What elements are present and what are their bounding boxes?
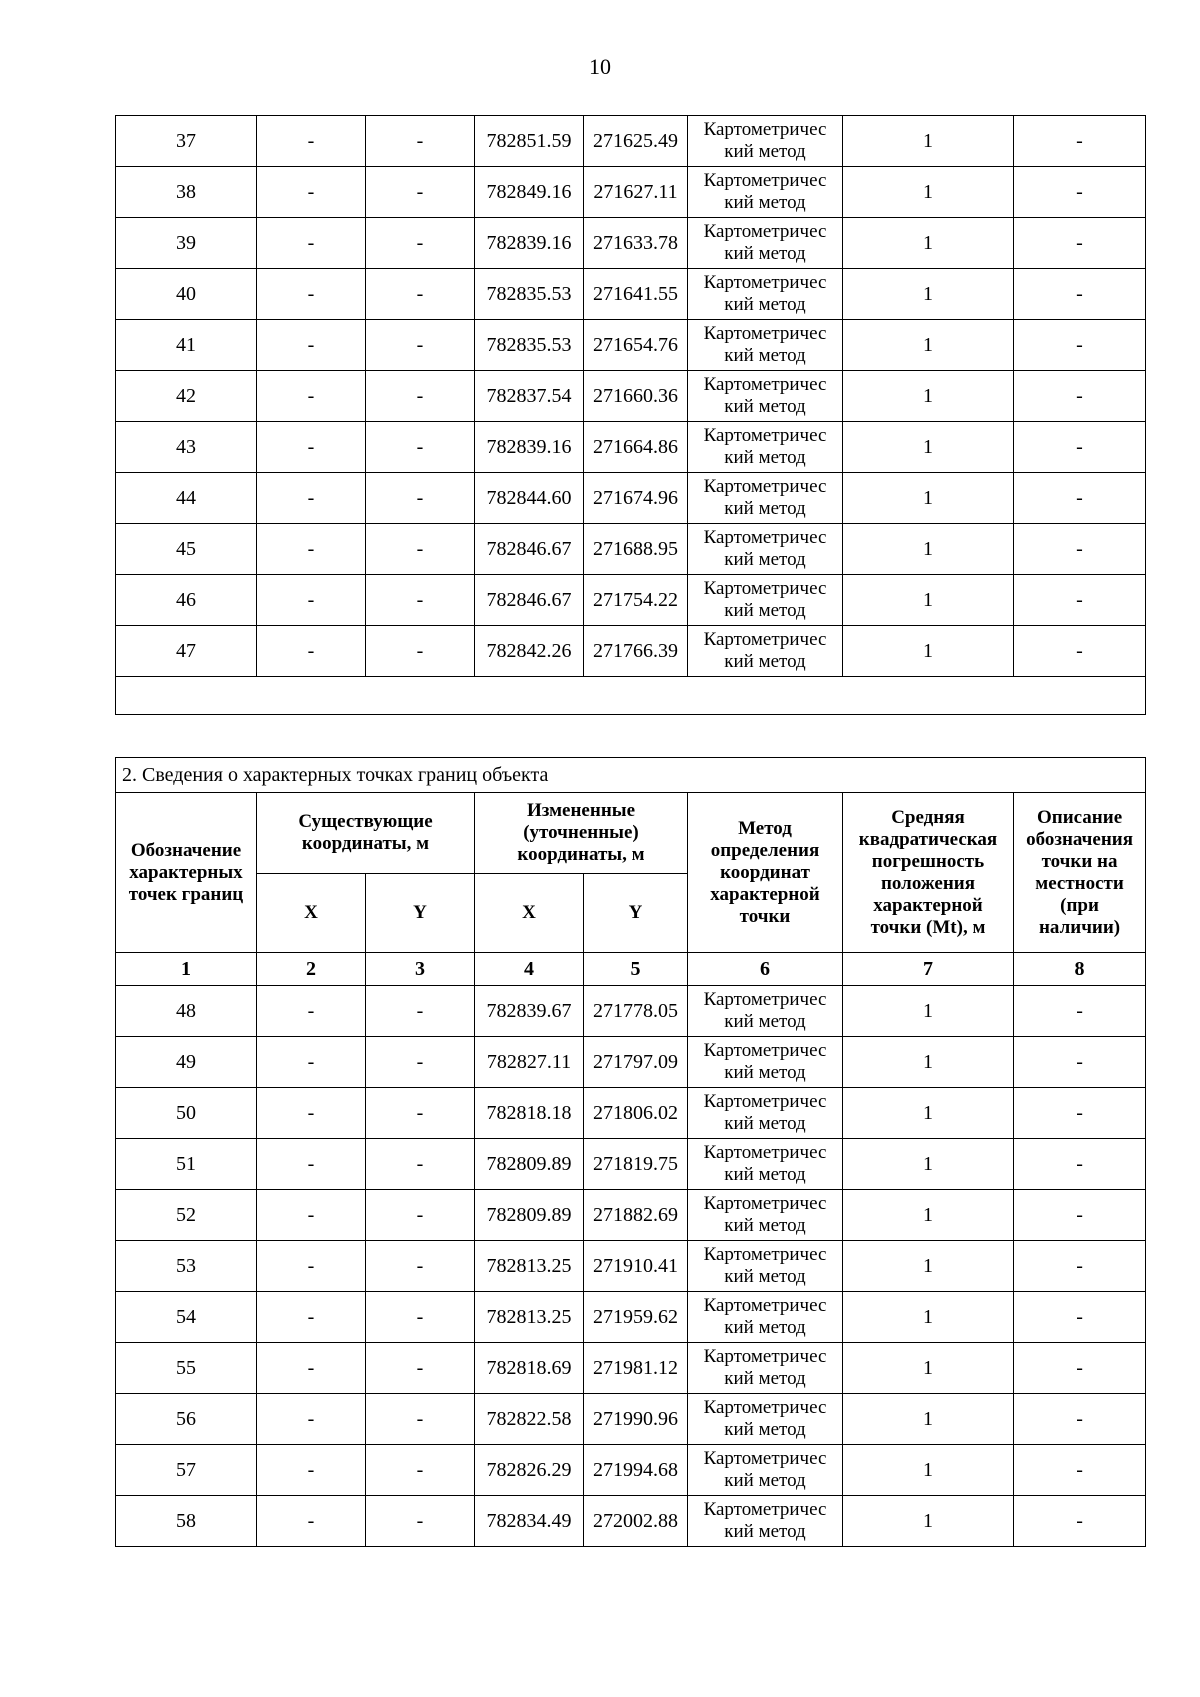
empty-row — [116, 677, 1146, 715]
cell-coord-y: 271664.86 — [584, 422, 688, 473]
cell-point-number: 48 — [116, 986, 257, 1037]
table-row — [116, 422, 1146, 473]
page-number: 10 — [589, 54, 611, 79]
cell-point-number: 57 — [116, 1445, 257, 1496]
header-changed-y: Y — [584, 874, 688, 953]
cell-method — [688, 1292, 843, 1343]
cell-description: - — [1014, 371, 1146, 422]
cell-coord-x: 782822.58 — [475, 1394, 584, 1445]
header-existing-line-1: Существующие — [298, 811, 433, 832]
header-method-line-3: координат — [720, 861, 810, 883]
cell-description: - — [1014, 1343, 1146, 1394]
method-line-2: кий метод — [724, 1419, 806, 1440]
cell-method — [688, 1496, 843, 1547]
cell-coord-y: 271688.95 — [584, 524, 688, 575]
cell-coord-x: 782827.11 — [475, 1037, 584, 1088]
cell-coord-y: 271641.55 — [584, 269, 688, 320]
cell-mean-error: 1 — [843, 218, 1014, 269]
header-existing-x: X — [257, 874, 366, 953]
method-line-1: Картометричес — [703, 1295, 827, 1316]
header-mean-error — [843, 793, 1014, 953]
cell-description: - — [1014, 1394, 1146, 1445]
cell-existing-y: - — [366, 167, 475, 218]
table-row — [116, 1190, 1146, 1241]
method-line-1: Картометричес — [703, 989, 827, 1010]
cell-mean-error: 1 — [843, 371, 1014, 422]
method-line-2: кий метод — [724, 549, 806, 570]
cell-mean-error: 1 — [843, 1139, 1014, 1190]
cell-method — [688, 1343, 843, 1394]
header-existing-coordinates — [257, 793, 475, 874]
cell-method — [688, 1241, 843, 1292]
header-error-line-3: погрешность — [871, 850, 985, 872]
cell-method — [688, 218, 843, 269]
cell-existing-x: - — [257, 626, 366, 677]
cell-existing-x: - — [257, 1139, 366, 1190]
cell-point-number: 47 — [116, 626, 257, 677]
method-line-2: кий метод — [724, 1266, 806, 1287]
header-desc-line-3: точки на — [1041, 850, 1118, 872]
cell-coord-x: 782846.67 — [475, 524, 584, 575]
cell-method — [688, 1445, 843, 1496]
method-line-2: кий метод — [724, 1062, 806, 1083]
cell-description: - — [1014, 626, 1146, 677]
cell-point-number: 53 — [116, 1241, 257, 1292]
cell-existing-x: - — [257, 473, 366, 524]
header-error-line-5: характерной — [873, 894, 983, 916]
cell-existing-y: - — [366, 986, 475, 1037]
cell-point-number: 46 — [116, 575, 257, 626]
table-row — [116, 1292, 1146, 1343]
method-line-2: кий метод — [724, 396, 806, 417]
cell-coord-y: 271994.68 — [584, 1445, 688, 1496]
column-number: 3 — [366, 953, 475, 986]
header-changed-line-1: Измененные — [526, 800, 636, 821]
cell-existing-x: - — [257, 1037, 366, 1088]
table-row — [116, 371, 1146, 422]
cell-coord-y: 271627.11 — [584, 167, 688, 218]
method-line-2: кий метод — [724, 1011, 806, 1032]
cell-coord-x: 782835.53 — [475, 320, 584, 371]
method-line-2: кий метод — [724, 498, 806, 519]
cell-method — [688, 167, 843, 218]
header-error-line-6: точки (Mt), м — [870, 916, 986, 938]
cell-point-number: 55 — [116, 1343, 257, 1394]
method-line-2: кий метод — [724, 1521, 806, 1542]
header-designation-line-3: точек границ — [128, 883, 244, 905]
cell-existing-x: - — [257, 1445, 366, 1496]
cell-existing-y: - — [366, 1496, 475, 1547]
cell-existing-y: - — [366, 1190, 475, 1241]
column-number: 6 — [688, 953, 843, 986]
cell-description: - — [1014, 422, 1146, 473]
cell-description: - — [1014, 1088, 1146, 1139]
method-line-1: Картометричес — [703, 1448, 827, 1469]
cell-coord-x: 782835.53 — [475, 269, 584, 320]
cell-coord-y: 271990.96 — [584, 1394, 688, 1445]
cell-method — [688, 371, 843, 422]
cell-method — [688, 269, 843, 320]
header-desc-line-1: Описание — [1036, 806, 1123, 828]
cell-existing-x: - — [257, 116, 366, 167]
cell-existing-x: - — [257, 1190, 366, 1241]
table-row — [116, 473, 1146, 524]
table-row — [116, 218, 1146, 269]
cell-coord-x: 782818.69 — [475, 1343, 584, 1394]
cell-coord-y: 271754.22 — [584, 575, 688, 626]
cell-coord-x: 782839.16 — [475, 422, 584, 473]
cell-coord-x: 782834.49 — [475, 1496, 584, 1547]
cell-existing-x: - — [257, 1394, 366, 1445]
cell-coord-y: 271633.78 — [584, 218, 688, 269]
cell-existing-x: - — [257, 269, 366, 320]
header-description — [1014, 793, 1146, 953]
empty-cell — [116, 677, 1146, 715]
cell-mean-error: 1 — [843, 1496, 1014, 1547]
cell-coord-x: 782813.25 — [475, 1292, 584, 1343]
header-existing-y: Y — [366, 874, 475, 953]
cell-existing-x: - — [257, 986, 366, 1037]
cell-coord-y: 271766.39 — [584, 626, 688, 677]
cell-point-number: 44 — [116, 473, 257, 524]
cell-coord-y: 271806.02 — [584, 1088, 688, 1139]
cell-existing-y: - — [366, 1037, 475, 1088]
cell-coord-x: 782813.25 — [475, 1241, 584, 1292]
cell-method — [688, 1394, 843, 1445]
cell-coord-y: 271660.36 — [584, 371, 688, 422]
cell-method — [688, 1190, 843, 1241]
header-changed-coordinates — [475, 793, 688, 874]
cell-mean-error: 1 — [843, 422, 1014, 473]
cell-existing-x: - — [257, 320, 366, 371]
cell-existing-y: - — [366, 626, 475, 677]
cell-existing-y: - — [366, 1241, 475, 1292]
table-row — [116, 1496, 1146, 1547]
method-line-1: Картометричес — [703, 1244, 827, 1265]
method-line-1: Картометричес — [703, 272, 827, 293]
cell-coord-x: 782839.16 — [475, 218, 584, 269]
cell-point-number: 40 — [116, 269, 257, 320]
cell-existing-y: - — [366, 473, 475, 524]
header-method-line-4: характерной — [710, 883, 820, 905]
cell-point-number: 54 — [116, 1292, 257, 1343]
cell-existing-y: - — [366, 116, 475, 167]
table-row — [116, 575, 1146, 626]
method-line-2: кий метод — [724, 600, 806, 621]
header-desc-line-6: наличии) — [1038, 916, 1121, 938]
cell-existing-y: - — [366, 1292, 475, 1343]
method-line-2: кий метод — [724, 1113, 806, 1134]
cell-coord-x: 782818.18 — [475, 1088, 584, 1139]
cell-coord-x: 782809.89 — [475, 1190, 584, 1241]
column-number: 4 — [475, 953, 584, 986]
cell-existing-x: - — [257, 575, 366, 626]
cell-point-number: 49 — [116, 1037, 257, 1088]
cell-existing-y: - — [366, 524, 475, 575]
cell-mean-error: 1 — [843, 1037, 1014, 1088]
cell-mean-error: 1 — [843, 986, 1014, 1037]
cell-mean-error: 1 — [843, 320, 1014, 371]
header-method — [688, 793, 843, 953]
table-row — [116, 269, 1146, 320]
column-number: 7 — [843, 953, 1014, 986]
cell-method — [688, 1139, 843, 1190]
cell-point-number: 50 — [116, 1088, 257, 1139]
cell-mean-error: 1 — [843, 116, 1014, 167]
method-line-1: Картометричес — [703, 1091, 827, 1112]
header-changed-line-2: (уточненные) — [523, 822, 639, 843]
method-line-2: кий метод — [724, 294, 806, 315]
table-row — [116, 1394, 1146, 1445]
table-row — [116, 1139, 1146, 1190]
cell-method — [688, 473, 843, 524]
method-line-2: кий метод — [724, 651, 806, 672]
table-caption: 2. Сведения о характерных точках границ объекта — [116, 758, 1146, 793]
cell-mean-error: 1 — [843, 626, 1014, 677]
method-line-1: Картометричес — [703, 578, 827, 599]
header-method-line-1: Метод — [738, 817, 792, 839]
cell-existing-y: - — [366, 320, 475, 371]
cell-point-number: 56 — [116, 1394, 257, 1445]
table-row — [116, 320, 1146, 371]
header-changed-line-3: координаты, м — [517, 844, 645, 865]
cell-point-number: 42 — [116, 371, 257, 422]
method-line-1: Картометричес — [703, 1499, 827, 1520]
method-line-2: кий метод — [724, 141, 806, 162]
cell-coord-y: 271625.49 — [584, 116, 688, 167]
cell-coord-x: 782837.54 — [475, 371, 584, 422]
method-line-1: Картометричес — [703, 629, 827, 650]
cell-coord-x: 782839.67 — [475, 986, 584, 1037]
cell-method — [688, 1037, 843, 1088]
header-designation — [116, 793, 257, 953]
method-line-2: кий метод — [724, 1470, 806, 1491]
cell-coord-x: 782842.26 — [475, 626, 584, 677]
cell-description: - — [1014, 116, 1146, 167]
cell-existing-x: - — [257, 218, 366, 269]
cell-existing-x: - — [257, 1241, 366, 1292]
method-line-2: кий метод — [724, 1368, 806, 1389]
method-line-1: Картометричес — [703, 1142, 827, 1163]
cell-coord-x: 782844.60 — [475, 473, 584, 524]
cell-point-number: 51 — [116, 1139, 257, 1190]
header-designation-line-2: характерных — [129, 861, 243, 883]
cell-existing-x: - — [257, 1496, 366, 1547]
cell-method — [688, 575, 843, 626]
column-number: 8 — [1014, 953, 1146, 986]
cell-existing-y: - — [366, 575, 475, 626]
cell-point-number: 37 — [116, 116, 257, 167]
cell-mean-error: 1 — [843, 1241, 1014, 1292]
cell-description: - — [1014, 1445, 1146, 1496]
cell-description: - — [1014, 986, 1146, 1037]
cell-mean-error: 1 — [843, 575, 1014, 626]
cell-coord-x: 782846.67 — [475, 575, 584, 626]
column-number: 5 — [584, 953, 688, 986]
cell-mean-error: 1 — [843, 1343, 1014, 1394]
cell-mean-error: 1 — [843, 1445, 1014, 1496]
method-line-1: Картометричес — [703, 374, 827, 395]
cell-coord-y: 271959.62 — [584, 1292, 688, 1343]
cell-point-number: 45 — [116, 524, 257, 575]
cell-existing-x: - — [257, 1292, 366, 1343]
cell-existing-x: - — [257, 1343, 366, 1394]
table-row — [116, 986, 1146, 1037]
cell-method — [688, 626, 843, 677]
cell-coord-x: 782851.59 — [475, 116, 584, 167]
header-error-line-2: квадратическая — [858, 828, 998, 850]
header-changed-x: X — [475, 874, 584, 953]
cell-existing-y: - — [366, 218, 475, 269]
method-line-1: Картометричес — [703, 119, 827, 140]
cell-point-number: 58 — [116, 1496, 257, 1547]
cell-method — [688, 986, 843, 1037]
cell-coord-x: 782809.89 — [475, 1139, 584, 1190]
method-line-2: кий метод — [724, 447, 806, 468]
cell-coord-y: 271882.69 — [584, 1190, 688, 1241]
method-line-2: кий метод — [724, 345, 806, 366]
table-row — [116, 116, 1146, 167]
cell-description: - — [1014, 218, 1146, 269]
cell-existing-y: - — [366, 422, 475, 473]
cell-existing-x: - — [257, 167, 366, 218]
table-row — [116, 167, 1146, 218]
cell-description: - — [1014, 167, 1146, 218]
method-line-1: Картометричес — [703, 1397, 827, 1418]
cell-description: - — [1014, 473, 1146, 524]
header-existing-line-2: координаты, м — [301, 833, 430, 854]
cell-point-number: 38 — [116, 167, 257, 218]
table-row — [116, 1088, 1146, 1139]
cell-existing-y: - — [366, 1088, 475, 1139]
cell-existing-x: - — [257, 524, 366, 575]
cell-mean-error: 1 — [843, 1088, 1014, 1139]
cell-coord-y: 271778.05 — [584, 986, 688, 1037]
cell-coord-x: 782826.29 — [475, 1445, 584, 1496]
coordinates-table-continued — [115, 115, 1146, 715]
cell-mean-error: 1 — [843, 1292, 1014, 1343]
cell-coord-y: 271981.12 — [584, 1343, 688, 1394]
table-row — [116, 1445, 1146, 1496]
cell-method — [688, 422, 843, 473]
cell-existing-x: - — [257, 371, 366, 422]
method-line-1: Картометричес — [703, 425, 827, 446]
method-line-2: кий метод — [724, 192, 806, 213]
cell-coord-y: 271910.41 — [584, 1241, 688, 1292]
method-line-1: Картометричес — [703, 1193, 827, 1214]
method-line-1: Картометричес — [703, 323, 827, 344]
method-line-1: Картометричес — [703, 1346, 827, 1367]
table-row — [116, 1343, 1146, 1394]
method-line-1: Картометричес — [703, 476, 827, 497]
cell-method — [688, 524, 843, 575]
cell-method — [688, 320, 843, 371]
cell-method — [688, 116, 843, 167]
cell-point-number: 39 — [116, 218, 257, 269]
header-desc-line-5: (при — [1060, 894, 1099, 916]
cell-description: - — [1014, 524, 1146, 575]
cell-existing-y: - — [366, 371, 475, 422]
cell-mean-error: 1 — [843, 167, 1014, 218]
cell-description: - — [1014, 269, 1146, 320]
cell-description: - — [1014, 1496, 1146, 1547]
cell-coord-y: 271674.96 — [584, 473, 688, 524]
cell-description: - — [1014, 1292, 1146, 1343]
cell-point-number: 41 — [116, 320, 257, 371]
table-row — [116, 524, 1146, 575]
cell-existing-y: - — [366, 269, 475, 320]
cell-mean-error: 1 — [843, 1190, 1014, 1241]
cell-existing-y: - — [366, 1139, 475, 1190]
header-error-line-1: Средняя — [891, 806, 965, 828]
cell-coord-y: 272002.88 — [584, 1496, 688, 1547]
cell-coord-y: 271819.75 — [584, 1139, 688, 1190]
cell-mean-error: 1 — [843, 269, 1014, 320]
cell-mean-error: 1 — [843, 524, 1014, 575]
cell-point-number: 43 — [116, 422, 257, 473]
cell-coord-y: 271797.09 — [584, 1037, 688, 1088]
method-line-2: кий метод — [724, 1164, 806, 1185]
boundary-points-table — [115, 757, 1146, 1547]
header-desc-line-4: местности — [1035, 872, 1124, 894]
cell-description: - — [1014, 1139, 1146, 1190]
column-number: 1 — [116, 953, 257, 986]
cell-existing-x: - — [257, 1088, 366, 1139]
cell-description: - — [1014, 320, 1146, 371]
cell-method — [688, 1088, 843, 1139]
cell-description: - — [1014, 1241, 1146, 1292]
header-method-line-5: точки — [739, 905, 791, 927]
header-method-line-2: определения — [710, 839, 820, 861]
cell-mean-error: 1 — [843, 473, 1014, 524]
column-number: 2 — [257, 953, 366, 986]
method-line-1: Картометричес — [703, 1040, 827, 1061]
cell-existing-x: - — [257, 422, 366, 473]
table-row — [116, 626, 1146, 677]
method-line-2: кий метод — [724, 243, 806, 264]
cell-description: - — [1014, 1190, 1146, 1241]
cell-existing-y: - — [366, 1343, 475, 1394]
cell-description: - — [1014, 575, 1146, 626]
cell-coord-y: 271654.76 — [584, 320, 688, 371]
table-row — [116, 1241, 1146, 1292]
cell-description: - — [1014, 1037, 1146, 1088]
header-error-line-4: положения — [880, 872, 976, 894]
cell-existing-y: - — [366, 1394, 475, 1445]
method-line-2: кий метод — [724, 1215, 806, 1236]
method-line-1: Картометричес — [703, 527, 827, 548]
cell-point-number: 52 — [116, 1190, 257, 1241]
cell-mean-error: 1 — [843, 1394, 1014, 1445]
table-row — [116, 1037, 1146, 1088]
header-desc-line-2: обозначения — [1026, 828, 1133, 850]
cell-existing-y: - — [366, 1445, 475, 1496]
cell-coord-x: 782849.16 — [475, 167, 584, 218]
method-line-2: кий метод — [724, 1317, 806, 1338]
column-numbers-row — [116, 953, 1146, 986]
method-line-1: Картометричес — [703, 221, 827, 242]
method-line-1: Картометричес — [703, 170, 827, 191]
header-designation-line-1: Обозначение — [130, 839, 242, 861]
